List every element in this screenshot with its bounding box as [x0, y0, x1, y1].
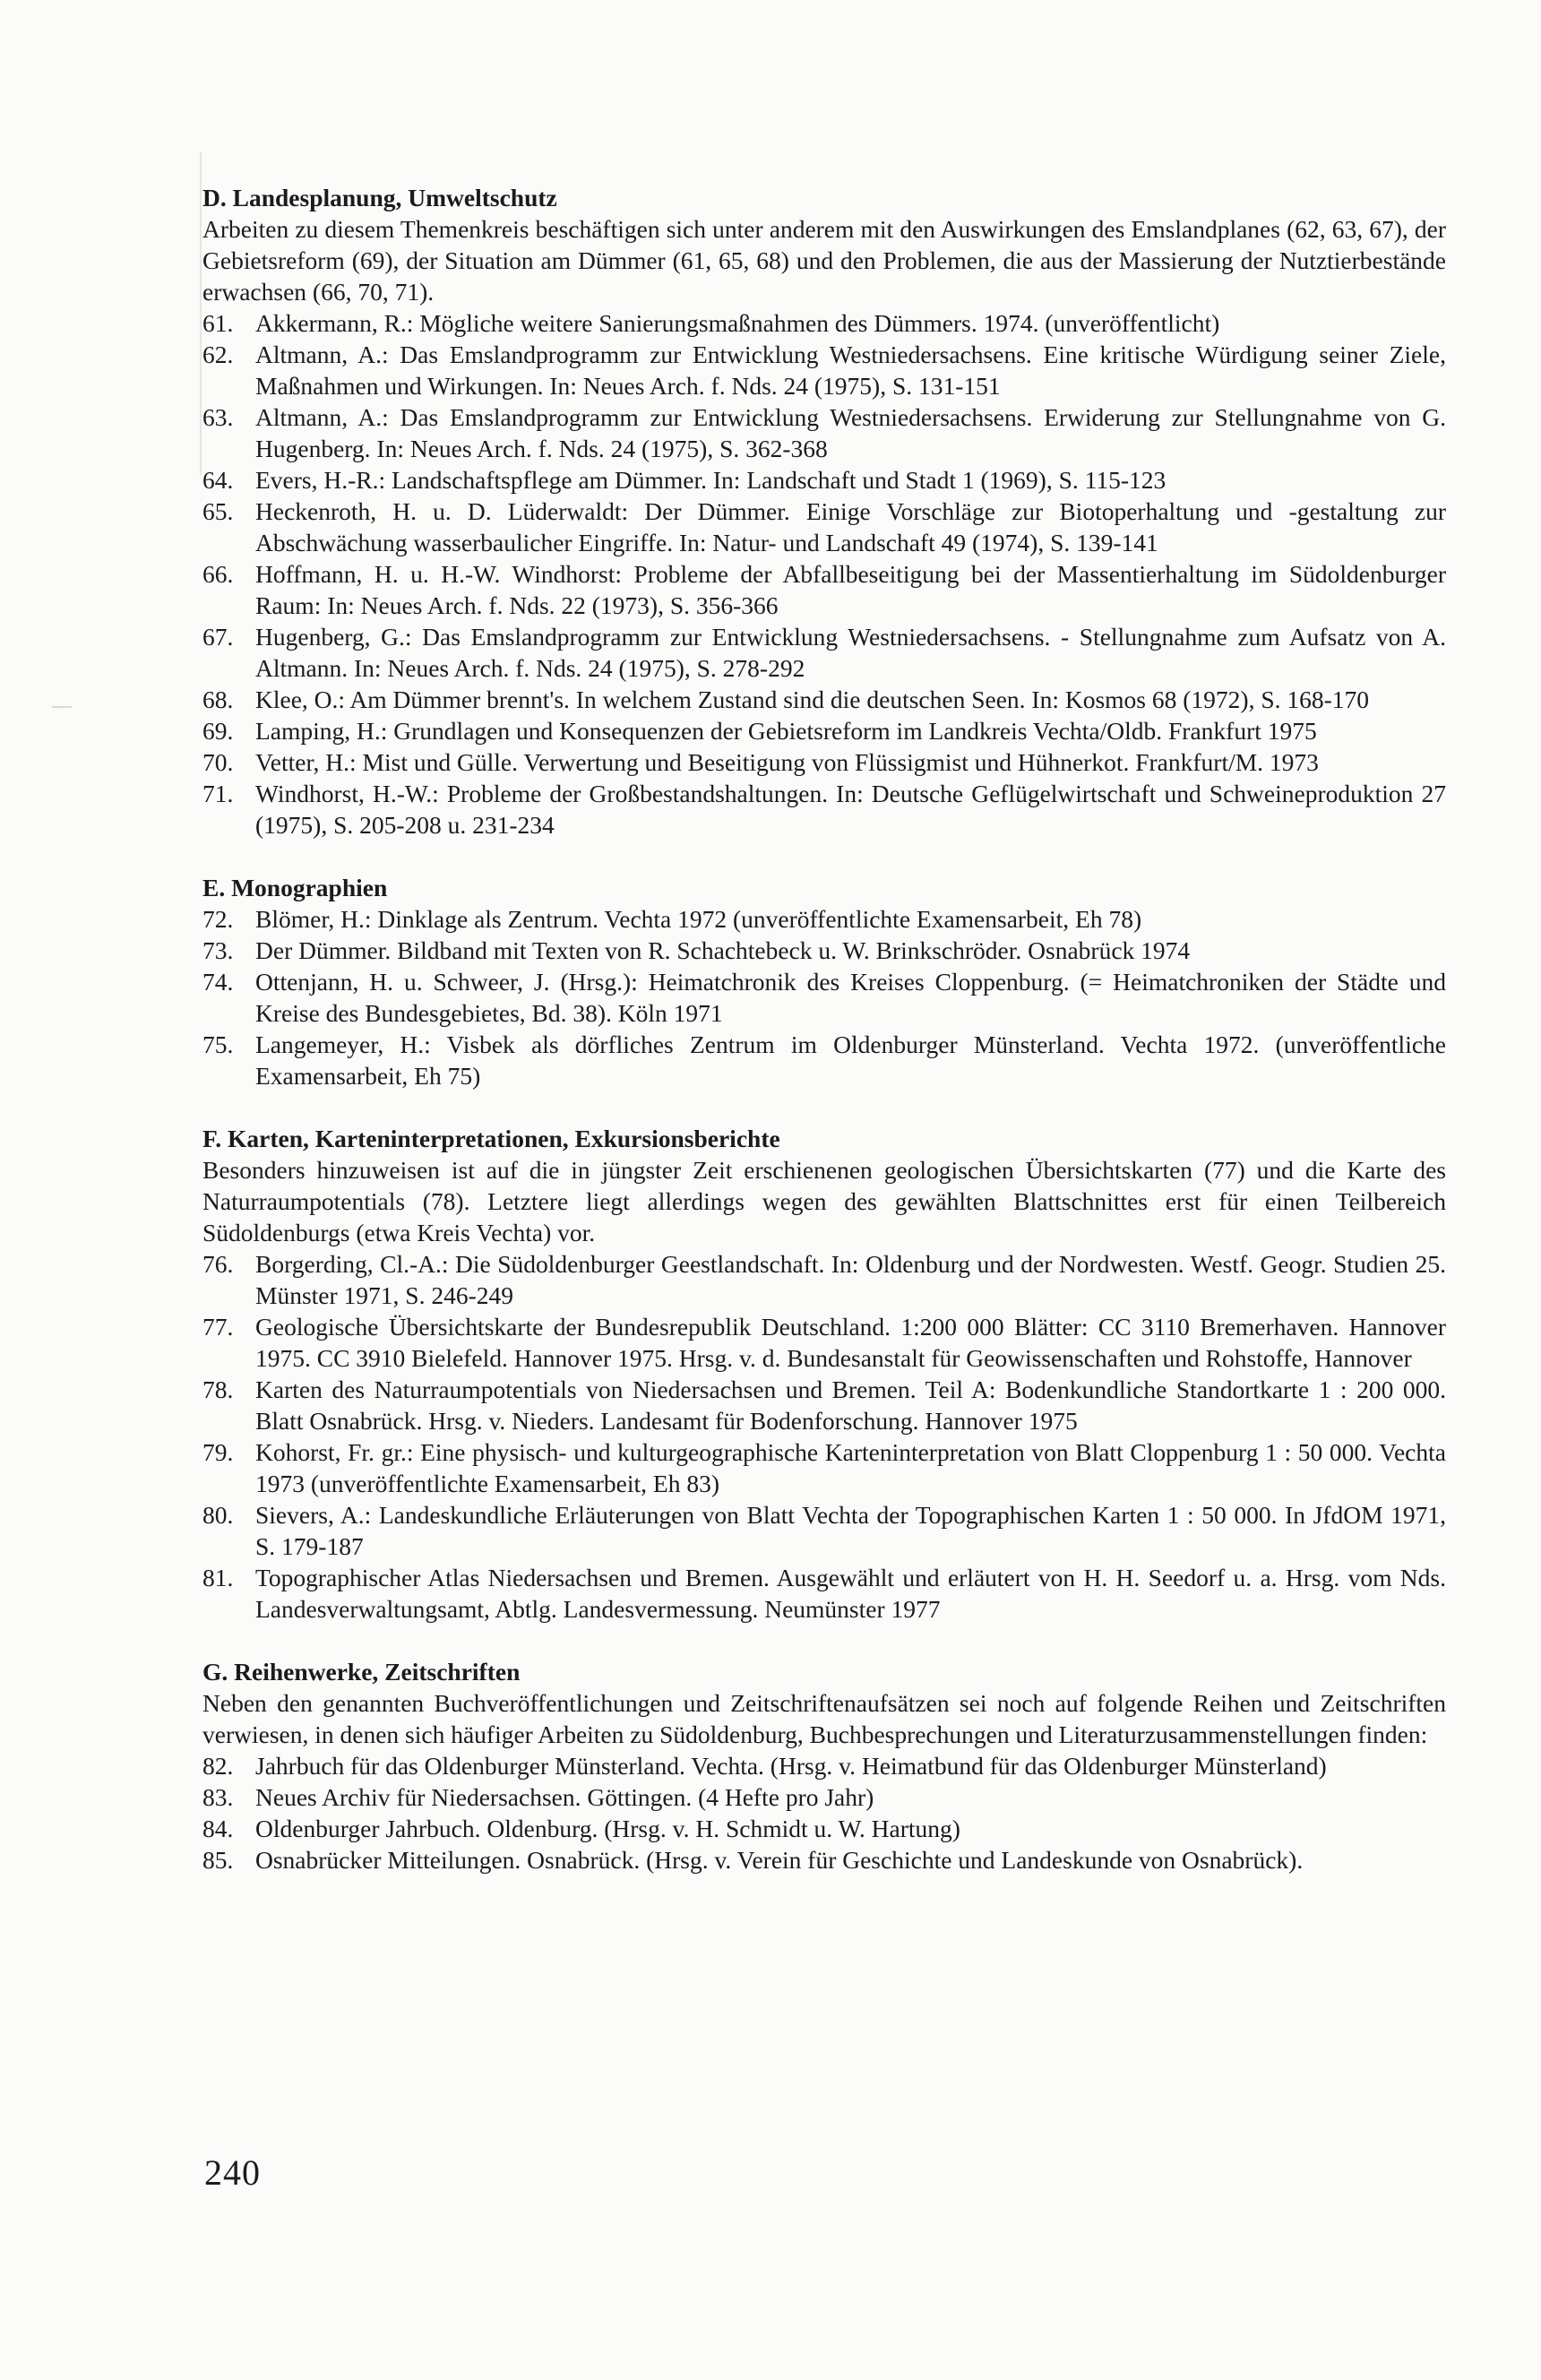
reference-number: 83. — [202, 1783, 234, 1811]
reference-text: Jahrbuch für das Oldenburger Münsterland. Vechta. (Hrsg. v. Heimatbund für das Oldenburger Münsterland) — [255, 1752, 1327, 1780]
reference-list — [202, 903, 1446, 1091]
reference-text: Hugenberg, G.: Das Emslandprogramm zur Entwicklung Westniedersachsens. - Stellungnahme zum Aufsatz von A. Altmann. In: Neues Arch. f. Nds. 24 (1975), S. 278-292 — [255, 623, 1446, 682]
reference-number: 71. — [202, 780, 234, 807]
reference-list — [202, 1248, 1446, 1625]
reference-item — [202, 621, 1446, 684]
reference-text: Kohorst, Fr. gr.: Eine physisch- und kulturgeographische Karteninterpretation von Blatt Cloppenburg 1 : 50 000. Vechta 1973 (unveröffentlichte Examensarbeit, Eh 83) — [255, 1438, 1446, 1497]
reference-text: Osnabrücker Mitteilungen. Osnabrück. (Hrsg. v. Verein für Geschichte und Landeskunde von Osnabrück). — [255, 1846, 1304, 1874]
reference-number: 69. — [202, 717, 234, 745]
reference-number: 84. — [202, 1815, 234, 1842]
section-intro: Neben den genannten Buchveröffentlichungen und Zeitschriftenaufsätzen sei noch auf folgende Reihen und Zeitschriften verwiesen, in denen sich häufiger Arbeiten zu Südoldenburg, Buchbesprechungen und Literaturzusammenstellungen finden: — [202, 1689, 1446, 1748]
reference-item — [202, 903, 1446, 935]
reference-number: 76. — [202, 1250, 234, 1278]
reference-text: Langemeyer, H.: Visbek als dörfliches Zentrum im Oldenburger Münsterland. Vechta 1972. (unveröffentliche Examensarbeit, Eh 75) — [255, 1030, 1446, 1090]
reference-number: 79. — [202, 1438, 234, 1466]
reference-text: Vetter, H.: Mist und Gülle. Verwertung und Beseitigung von Flüssigmist und Hühnerkot. Frankfurt/M. 1973 — [255, 748, 1319, 776]
reference-text: Akkermann, R.: Mögliche weitere Sanierungsmaßnahmen des Dümmers. 1974. (unveröffentlicht) — [255, 309, 1220, 337]
section-e — [202, 872, 1446, 1091]
reference-number: 61. — [202, 309, 234, 337]
reference-item — [202, 1813, 1446, 1844]
section-title: D. Landesplanung, Umweltschutz — [202, 184, 557, 211]
reference-list — [202, 1750, 1446, 1876]
reference-list — [202, 307, 1446, 841]
reference-item — [202, 1029, 1446, 1091]
reference-text: Ottenjann, H. u. Schweer, J. (Hrsg.): Heimatchronik des Kreises Cloppenburg. (= Heimatchroniken der Städte und Kreise des Bundesgebietes, Bd. 38). Köln 1971 — [255, 968, 1446, 1027]
reference-number: 85. — [202, 1846, 234, 1874]
reference-number: 72. — [202, 905, 234, 933]
reference-number: 77. — [202, 1313, 234, 1341]
reference-number: 64. — [202, 466, 234, 494]
reference-text: Der Dümmer. Bildband mit Texten von R. Schachtebeck u. W. Brinkschröder. Osnabrück 1974 — [255, 936, 1191, 964]
reference-text: Blömer, H.: Dinklage als Zentrum. Vechta 1972 (unveröffentlichte Examensarbeit, Eh 78) — [255, 905, 1142, 933]
reference-number: 80. — [202, 1501, 234, 1529]
reference-item — [202, 1844, 1446, 1876]
reference-item — [202, 746, 1446, 778]
reference-number: 75. — [202, 1030, 234, 1058]
reference-text: Geologische Übersichtskarte der Bundesrepublik Deutschland. 1:200 000 Blätter: CC 3110 Bremerhaven. Hannover 1975. CC 3910 Bielefeld. Hannover 1975. Hrsg. v. d. Bundesanstalt für Geowissenschaften und Rohstoffe, Hannover — [255, 1313, 1446, 1372]
reference-number: 63. — [202, 403, 234, 431]
reference-item — [202, 1750, 1446, 1781]
reference-text: Lamping, H.: Grundlagen und Konsequenzen der Gebietsreform im Landkreis Vechta/Oldb. Frankfurt 1975 — [255, 717, 1317, 745]
section-title: G. Reihenwerke, Zeitschriften — [202, 1658, 521, 1686]
reference-item — [202, 1499, 1446, 1562]
reference-item — [202, 1248, 1446, 1311]
reference-text: Heckenroth, H. u. D. Lüderwaldt: Der Dümmer. Einige Vorschläge zur Biotoperhaltung und -gestaltung zur Abschwächung wasserbaulicher Eingriffe. In: Natur- und Landschaft 49 (1974), S. 139-141 — [255, 497, 1446, 556]
reference-item — [202, 966, 1446, 1029]
reference-text: Windhorst, H.-W.: Probleme der Großbestandshaltungen. In: Deutsche Geflügelwirtschaft und Schweineproduktion 27 (1975), S. 205-208 u. 231-234 — [255, 780, 1446, 839]
bibliography-body — [202, 182, 1446, 1876]
section-title: E. Monographien — [202, 874, 388, 901]
reference-text: Oldenburger Jahrbuch. Oldenburg. (Hrsg. v. H. Schmidt u. W. Hartung) — [255, 1815, 960, 1842]
section-intro: Arbeiten zu diesem Themenkreis beschäftigen sich unter anderem mit den Auswirkungen des Emslandplanes (62, 63, 67), der Gebietsreform (69), der Situation am Dümmer (61, 65, 68) und den Problemen, die aus der Massierung der Nutztierbestände erwachsen (66, 70, 71). — [202, 215, 1446, 306]
reference-item — [202, 1562, 1446, 1625]
reference-number: 82. — [202, 1752, 234, 1780]
reference-item — [202, 1781, 1446, 1813]
reference-number: 78. — [202, 1375, 234, 1403]
reference-item — [202, 496, 1446, 558]
reference-number: 67. — [202, 623, 234, 651]
reference-text: Hoffmann, H. u. H.-W. Windhorst: Probleme der Abfallbeseitigung bei der Massentierhaltung im Südoldenburger Raum: In: Neues Arch. f. Nds. 22 (1973), S. 356-366 — [255, 560, 1446, 619]
scan-margin-line — [200, 152, 202, 475]
reference-item — [202, 401, 1446, 464]
section-d — [202, 182, 1446, 841]
reference-item — [202, 1436, 1446, 1499]
reference-number: 70. — [202, 748, 234, 776]
scan-margin-mark — [52, 706, 72, 708]
reference-text: Altmann, A.: Das Emslandprogramm zur Entwicklung Westniedersachsens. Eine kritische Würdigung seiner Ziele, Maßnahmen und Wirkungen. In: Neues Arch. f. Nds. 24 (1975), S. 131-151 — [255, 341, 1446, 400]
reference-item — [202, 558, 1446, 621]
reference-number: 81. — [202, 1564, 234, 1591]
reference-number: 74. — [202, 968, 234, 996]
reference-item — [202, 1374, 1446, 1436]
reference-text: Klee, O.: Am Dümmer brennt's. In welchem Zustand sind die deutschen Seen. In: Kosmos 68 (1972), S. 168-170 — [255, 686, 1370, 713]
reference-text: Neues Archiv für Niedersachsen. Göttingen. (4 Hefte pro Jahr) — [255, 1783, 874, 1811]
reference-item — [202, 1311, 1446, 1374]
section-f — [202, 1123, 1446, 1625]
reference-item — [202, 778, 1446, 841]
reference-text: Sievers, A.: Landeskundliche Erläuterungen von Blatt Vechta der Topographischen Karten 1 : 50 000. In JfdOM 1971, S. 179-187 — [255, 1501, 1446, 1560]
reference-number: 62. — [202, 341, 234, 368]
section-title: F. Karten, Karteninterpretationen, Exkursionsberichte — [202, 1125, 780, 1152]
reference-item — [202, 307, 1446, 339]
section-g — [202, 1656, 1446, 1876]
reference-item — [202, 715, 1446, 746]
reference-number: 73. — [202, 936, 234, 964]
section-intro: Besonders hinzuweisen ist auf die in jüngster Zeit erschienenen geologischen Übersichtskarten (77) und die Karte des Naturraumpotentials (78). Letztere liegt allerdings wegen des gewählten Blattschnittes erst für einen Teilbereich Südoldenburgs (etwa Kreis Vechta) vor. — [202, 1156, 1446, 1246]
reference-text: Topographischer Atlas Niedersachsen und Bremen. Ausgewählt und erläutert von H. H. Seedorf u. a. Hrsg. vom Nds. Landesverwaltungsamt, Abtlg. Landesvermessung. Neumünster 1977 — [255, 1564, 1446, 1623]
reference-item — [202, 684, 1446, 715]
reference-item — [202, 935, 1446, 966]
reference-text: Karten des Naturraumpotentials von Niedersachsen und Bremen. Teil A: Bodenkundliche Standortkarte 1 : 200 000. Blatt Osnabrück. Hrsg. v. Nieders. Landesamt für Bodenforschung. Hannover 1975 — [255, 1375, 1446, 1435]
reference-item — [202, 464, 1446, 496]
reference-text: Altmann, A.: Das Emslandprogramm zur Entwicklung Westniedersachsens. Erwiderung zur Stellungnahme von G. Hugenberg. In: Neues Arch. f. Nds. 24 (1975), S. 362-368 — [255, 403, 1446, 462]
reference-item — [202, 339, 1446, 401]
reference-number: 65. — [202, 497, 234, 525]
reference-text: Borgerding, Cl.-A.: Die Südoldenburger Geestlandschaft. In: Oldenburg und der Nordwesten. Westf. Geogr. Studien 25. Münster 1971, S. 246-249 — [255, 1250, 1446, 1309]
reference-number: 66. — [202, 560, 234, 588]
reference-number: 68. — [202, 686, 234, 713]
reference-text: Evers, H.-R.: Landschaftspflege am Dümmer. In: Landschaft und Stadt 1 (1969), S. 115-123 — [255, 466, 1167, 494]
page-number: 240 — [204, 2152, 261, 2193]
